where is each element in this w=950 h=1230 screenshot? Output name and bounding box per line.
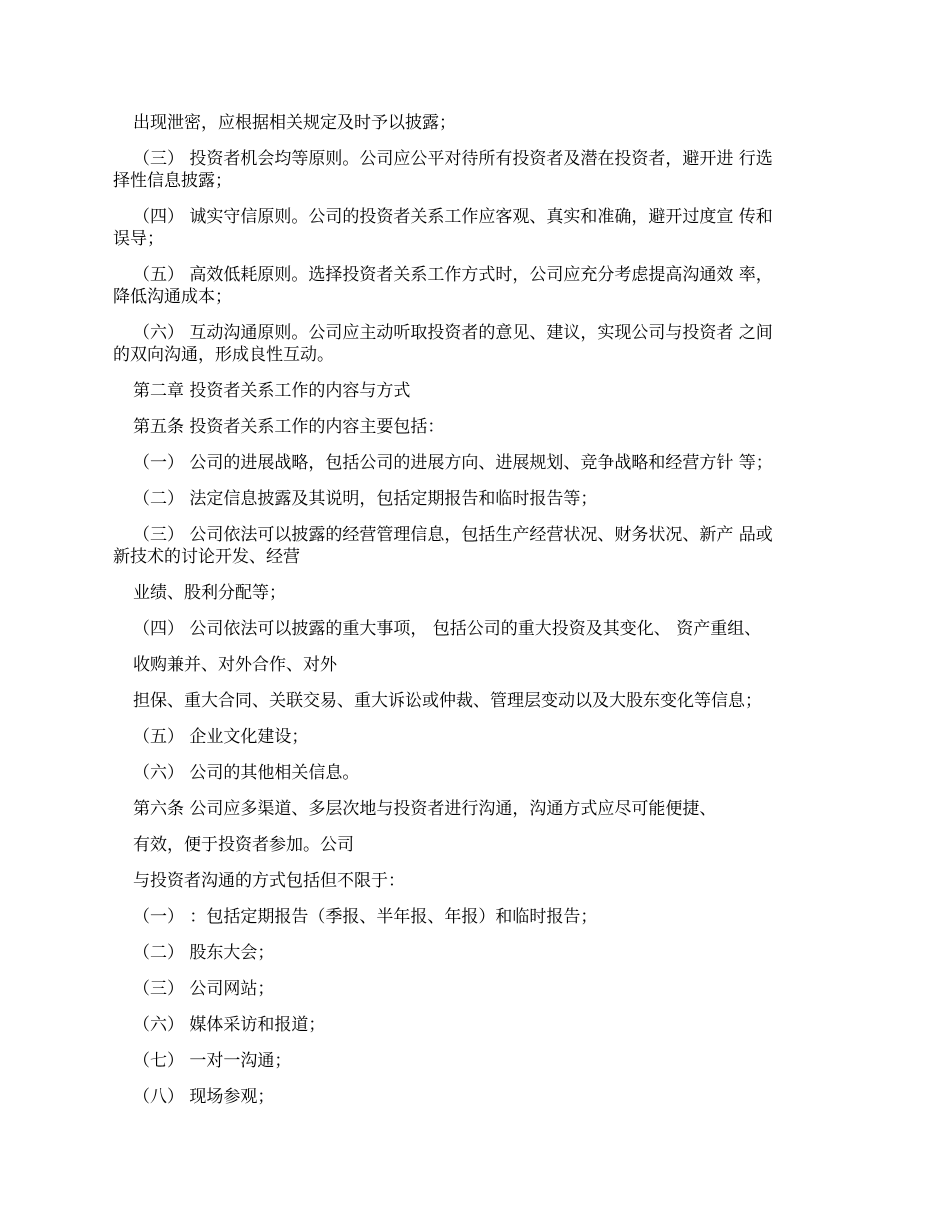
text-line: 降低沟通成本；	[113, 287, 232, 307]
text-line: （一） ：包括定期报告（季报、半年报、年报）和临时报告；	[133, 907, 598, 927]
text-line: （六） 公司的其他相关信息。	[133, 763, 360, 783]
text-line: 业绩、股利分配等；	[133, 583, 286, 603]
text-line: （一） 公司的进展战略，包括公司的进展方向、进展规划、竞争战略和经营方针 等；	[133, 453, 773, 473]
text-line: 有效，便于投资者参加。公司	[133, 835, 354, 855]
text-line: 的双向沟通，形成良性互动。	[113, 345, 334, 365]
text-line: （三） 投资者机会均等原则。公司应公平对待所有投资者及潜在投资者，避开进 行选	[133, 149, 773, 169]
text-line: 误导；	[113, 229, 164, 249]
chapter-heading: 第二章 投资者关系工作的内容与方式	[133, 381, 411, 401]
text-line: （五） 企业文化建设；	[133, 727, 309, 747]
text-line: （二） 法定信息披露及其说明，包括定期报告和临时报告等；	[133, 489, 598, 509]
text-line: （五） 高效低耗原则。选择投资者关系工作方式时，公司应充分考虑提高沟通效 率，	[133, 265, 773, 285]
text-line: 新技术的讨论开发、经营	[113, 547, 300, 567]
text-line: （四） 诚实守信原则。公司的投资者关系工作应客观、真实和准确，避开过度宣 传和	[133, 207, 773, 227]
text-line: （六） 媒体采访和报道；	[133, 1015, 326, 1035]
text-line: （七） 一对一沟通；	[133, 1051, 292, 1071]
text-line: （二） 股东大会；	[133, 943, 275, 963]
text-line: 收购兼并、对外合作、对外	[133, 655, 337, 675]
text-line: 担保、重大合同、关联交易、重大诉讼或仲裁、管理层变动以及大股东变化等信息；	[133, 691, 762, 711]
article-heading: 第六条 公司应多渠道、多层次地与投资者进行沟通，沟通方式应尽可能便捷、	[133, 799, 717, 819]
text-line: （六） 互动沟通原则。公司应主动听取投资者的意见、建议，实现公司与投资者 之间	[133, 323, 773, 343]
text-line: （八） 现场参观；	[133, 1087, 275, 1107]
article-heading: 第五条 投资者关系工作的内容主要包括：	[133, 417, 445, 437]
text-line: 与投资者沟通的方式包括但不限于：	[133, 871, 405, 891]
text-line: 出现泄密，应根据相关规定及时予以披露；	[133, 113, 456, 133]
text-line: （三） 公司网站；	[133, 979, 275, 999]
text-line: （三） 公司依法可以披露的经营管理信息，包括生产经营状况、财务状况、新产 品或	[133, 525, 773, 545]
text-line: （四） 公司依法可以披露的重大事项， 包括公司的重大投资及其变化、 资产重组、	[133, 619, 762, 639]
text-line: 择性信息披露；	[113, 171, 232, 191]
